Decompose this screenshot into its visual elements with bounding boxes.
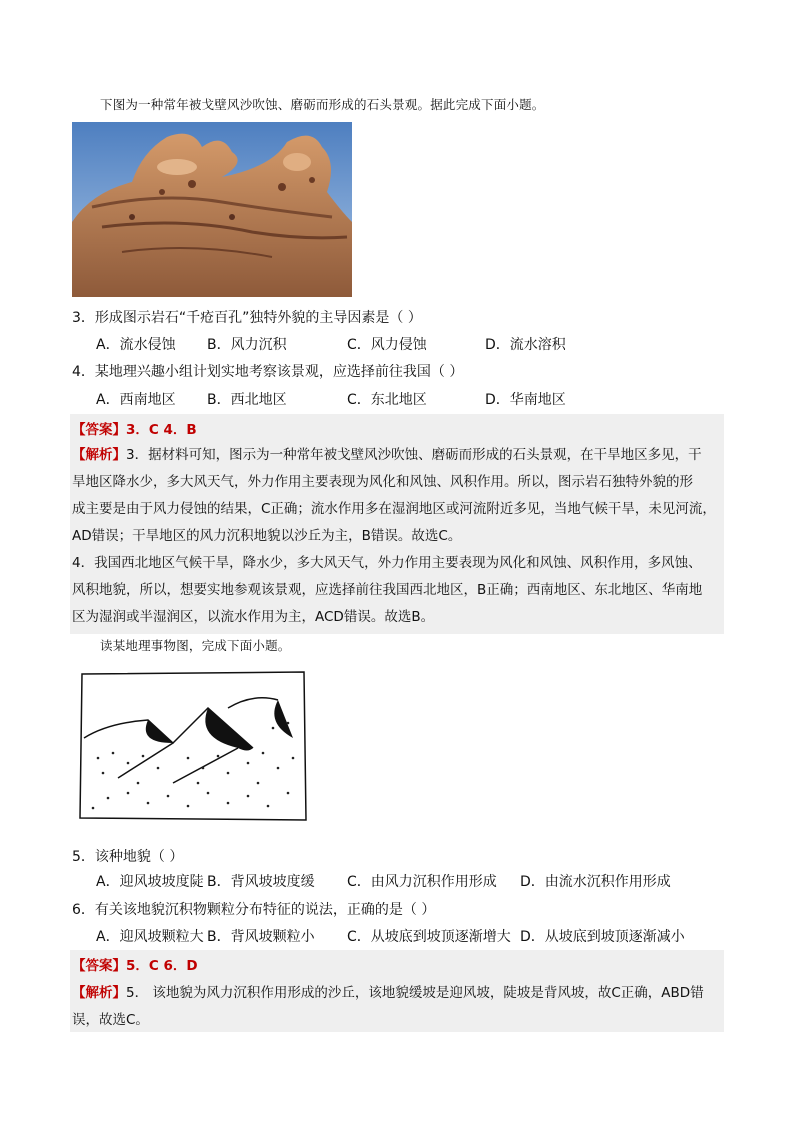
question-3-option-d: D．流水溶积: [485, 337, 566, 353]
answer-tag-2: 【答案】: [72, 958, 126, 974]
answer-line-1: [72, 418, 197, 438]
question-6-stem: 6．有关该地貌沉积物颗粒分布特征的说法，正确的是（ ）: [72, 902, 436, 918]
analysis2-line-2: 误，故选C。: [72, 1012, 149, 1028]
question-3-option-a: A．流水侵蚀: [96, 337, 176, 353]
analysis-line-2: 旱地区降水少，多大风天气，外力作用主要表现为风化和风蚀、风积作用。所以，图示岩石独特外貌的形: [72, 474, 693, 490]
analysis-line-4: AD错误；干旱地区的风力沉积地貌以沙丘为主，B错误。故选C。: [72, 528, 462, 544]
question-4-option-c: C．东北地区: [347, 392, 427, 408]
analysis-line-3: 成主要是由于风力侵蚀的结果，C正确；流水作用多在湿润地区或河流附近多见，当地气候干旱，未见河流，: [72, 501, 716, 517]
intro-text-2: 读某地理事物图，完成下面小题。: [100, 638, 291, 653]
intro-text: 下图为一种常年被戈壁风沙吹蚀、磨砺而形成的石头景观。据此完成下面小题。: [100, 97, 545, 112]
question-5-option-d: D．由流水沉积作用形成: [520, 874, 671, 890]
question-3-option-c: C．风力侵蚀: [347, 337, 427, 353]
question-5-option-c: C．由风力沉积作用形成: [347, 874, 497, 890]
question-4-option-a: A．西南地区: [96, 392, 176, 408]
analysis-line-7: 区为湿润或半湿润区，以流水作用为主，ACD错误。故选B。: [72, 609, 435, 625]
question-4-option-d: D．华南地区: [485, 392, 566, 408]
question-6-option-c: C．从坡底到坡顶逐渐增大: [347, 929, 511, 945]
question-4-option-b: B．西北地区: [207, 392, 287, 408]
question-6-option-d: D．从坡底到坡顶逐渐减小: [520, 929, 685, 945]
analysis2-line-1: [72, 981, 704, 1001]
question-5-stem: 5．该种地貌（ ）: [72, 849, 184, 865]
question-3-stem: 3．形成图示岩石“千疮百孔”独特外貌的主导因素是（ ）: [72, 310, 422, 326]
answer-text: 3．C 4．B: [126, 422, 197, 438]
analysis-line-5: 4．我国西北地区气候干旱，降水少，多大风天气，外力作用主要表现为风化和风蚀、风积作用，多风蚀、: [72, 555, 702, 571]
analysis-line-6: 风积地貌，所以，想要实地参观该景观，应选择前往我国西北地区，B正确；西南地区、东北地区、华南地: [72, 582, 703, 598]
answer-text-2: 5．C 6．D: [126, 958, 198, 974]
question-5-option-b: B．背风坡坡度缓: [207, 874, 315, 890]
question-6-option-b: B．背风坡颗粒小: [207, 929, 315, 945]
answer-line-2: [72, 954, 198, 974]
answer-tag: 【答案】: [72, 422, 126, 438]
question-3-option-b: B．风力沉积: [207, 337, 287, 353]
question-6-option-a: A．迎风坡颗粒大: [96, 929, 204, 945]
analysis-text: 3．据材料可知，图示为一种常年被戈壁风沙吹蚀、磨砺而形成的石头景观，在干旱地区多见，干: [126, 447, 702, 463]
question-4-stem: 4．某地理兴趣小组计划实地考察该景观，应选择前往我国（ ）: [72, 364, 464, 380]
question-5-option-a: A．迎风坡坡度陡: [96, 874, 204, 890]
analysis-tag-2: 【解析】: [72, 985, 126, 1001]
analysis-line-1: [72, 443, 702, 463]
analysis-tag: 【解析】: [72, 447, 126, 463]
analysis2-text: 5． 该地貌为风力沉积作用形成的沙丘，该地貌缓坡是迎风坡，陡坡是背风坡，故C正确，ABD错: [126, 985, 704, 1001]
rock-landscape-photo: [72, 122, 352, 297]
dune-sketch: [78, 668, 308, 823]
